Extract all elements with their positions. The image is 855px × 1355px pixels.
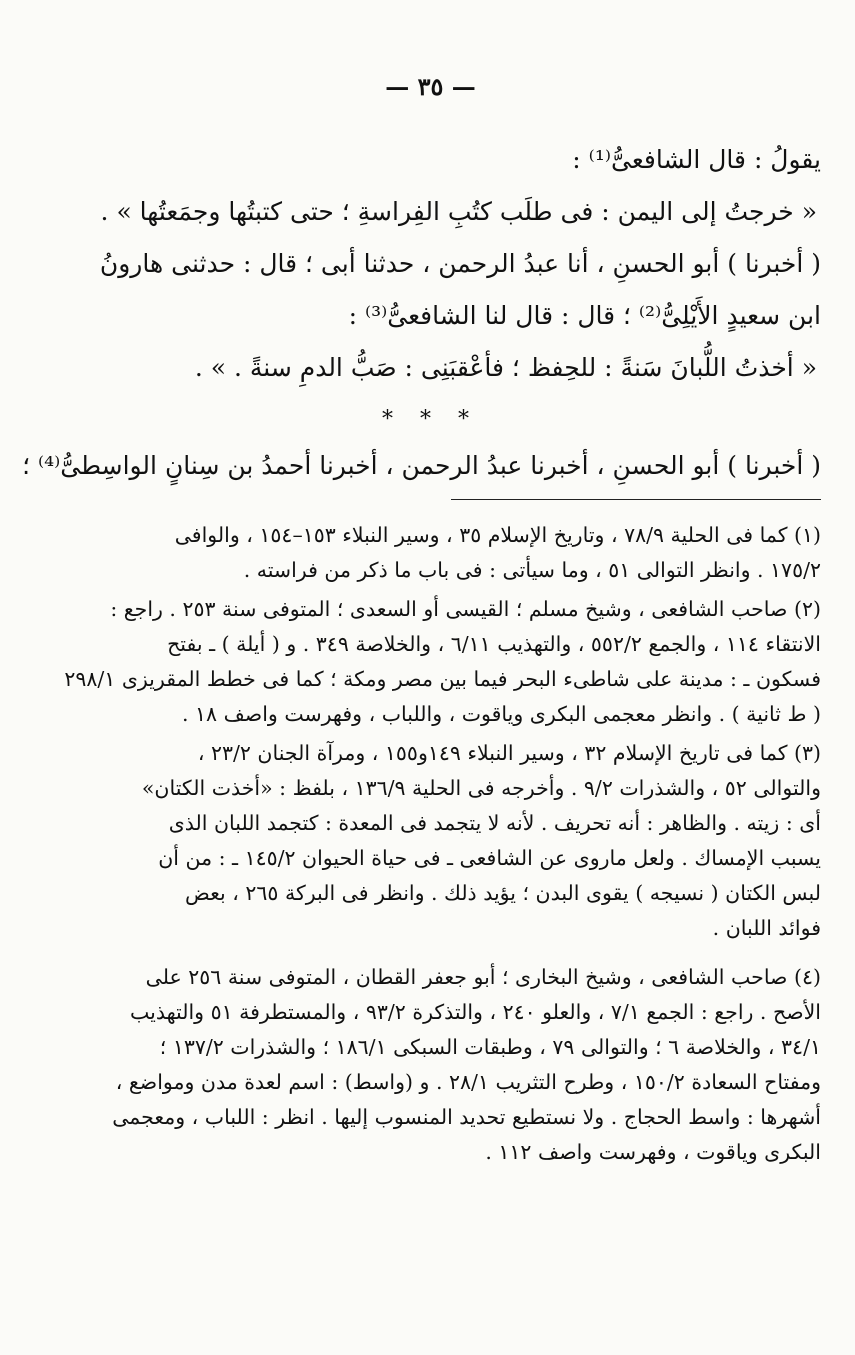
footnote-line: ومفتاح السعادة ١٥٠/٢ ، وطرح التثريب ٢٨/١ . و (واسط) : اسم لعدة مدن ومواضع ،	[115, 1070, 821, 1094]
quote-line: « خرجتُ إلى اليمن : فى طلَب كتُبِ الفِراسةِ ؛ حتى كتبتُها وجمَعتُها » .	[100, 197, 817, 226]
main-text	[22, 141, 821, 485]
footnote-line: (٤) صاحب الشافعى ، وشيخ البخارى ؛ أبو جعفر القطان ، المتوفى سنة ٢٥٦ على	[145, 965, 821, 989]
section-separator: * * *	[382, 407, 479, 432]
footnote-line: أى : زيته . والظاهر : أنه تحريف . لأنه لا يتجمد فى المعدة : كتجمد اللبان الذى	[168, 811, 821, 835]
footnote-line: (٢) صاحب الشافعى ، وشيخ مسلم ؛ القيسى أو السعدى ؛ المتوفى سنة ٢٥٣ . راجع :	[110, 597, 821, 621]
footnote-line: يسبب الإمساك . ولعل ماروى عن الشافعى ـ فى حياة الحيوان ١٤٥/٢ ـ : من أن	[158, 846, 821, 870]
footnotes	[40, 518, 821, 1170]
footnote-line: أشهرها : واسط الحجاج . ولا نستطيع تحديد المنسوب إليها . انظر : اللباب ، ومعجمى	[112, 1105, 821, 1129]
footnote-line: ( ط ثانية ) . وانظر معجمى البكرى وياقوت ، واللباب ، وفهرست واصف ١٨ .	[181, 702, 821, 726]
footnote-line: فسكون ـ : مدينة على شاطىء البحر فيما بين مصر ومكة ؛ كما فى خطط المقريزى ٢٩٨/١	[64, 667, 821, 691]
footnote-divider	[451, 499, 821, 500]
main-line: ( أخبرنا ) أبو الحسنِ ، أخبرنا عبدُ الرحمن ، أخبرنا أحمدُ بن سِنانٍ الواسِطىُّ⁽⁴⁾ ؛	[22, 451, 821, 480]
footnote-line: لبس الكتان ( نسيجه ) يقوى البدن ؛ يؤيد ذلك . وانظر فى البركة ٢٦٥ ، بعض	[185, 881, 821, 905]
footnote-line: الانتقاء ١١٤ ، والجمع ٥٥٢/٢ ، والتهذيب ٦/١١ ، والخلاصة ٣٤٩ . و ( أيلة ) ـ بفتح	[167, 632, 821, 656]
footnote-line: والتوالى ٥٢ ، والشذرات ٩/٢ . وأخرجه فى الحلية ١٣٦/٩ ، بلفظ : «أخذت الكتان»	[141, 776, 821, 800]
footnote-line: البكرى وياقوت ، وفهرست واصف ١١٢ .	[485, 1140, 821, 1164]
main-line: يقولُ : قال الشافعىُّ⁽¹⁾ :	[572, 145, 821, 174]
footnote-line: (١) كما فى الحلية ٧٨/٩ ، وتاريخ الإسلام ٣٥ ، وسير النبلاء ١٥٣–١٥٤ ، والوافى	[174, 523, 821, 547]
footnote-line: الأصح . راجع : الجمع ٧/١ ، والعلو ٢٤٠ ، والتذكرة ٩٣/٢ ، والمستطرفة ٥١ والتهذيب	[129, 1000, 821, 1024]
footnote-line: ١٧٥/٢ . وانظر التوالى ٥١ ، وما سيأتى : فى باب ما ذكر من فراسته .	[243, 558, 821, 582]
footnote-line: ٣٤/١ ، والخلاصة ٦ ؛ والتوالى ٧٩ ، وطبقات السبكى ١٨٦/١ ؛ والشذرات ١٣٧/٢ ؛	[159, 1035, 821, 1059]
main-line: ( أخبرنا ) أبو الحسنِ ، أنا عبدُ الرحمن ، حدثنا أبى ؛ قال : حدثنى هارونُ	[99, 249, 821, 278]
footnote-4	[40, 960, 821, 1170]
footnote-line: (٣) كما فى تاريخ الإسلام ٣٢ ، وسير النبلاء ١٤٩و١٥٥ ، ومرآة الجنان ٢٣/٢ ،	[197, 741, 821, 765]
footnote-1	[40, 518, 821, 588]
footnote-3	[40, 736, 821, 946]
footnote-2	[40, 592, 821, 732]
footnote-line: فوائد اللبان .	[712, 916, 821, 940]
quote-line: « أخذتُ اللُّبانَ سَنةً : للحِفظ ؛ فأعْقبَنِى : صَبُّ الدمِ سنةً . » .	[194, 353, 817, 382]
page-number: — ٣٥ —	[385, 72, 476, 101]
main-line: ابن سعيدٍ الأَيْلِىُّ⁽²⁾ ؛ قال : قال لنا الشافعىُّ⁽³⁾ :	[348, 301, 821, 330]
